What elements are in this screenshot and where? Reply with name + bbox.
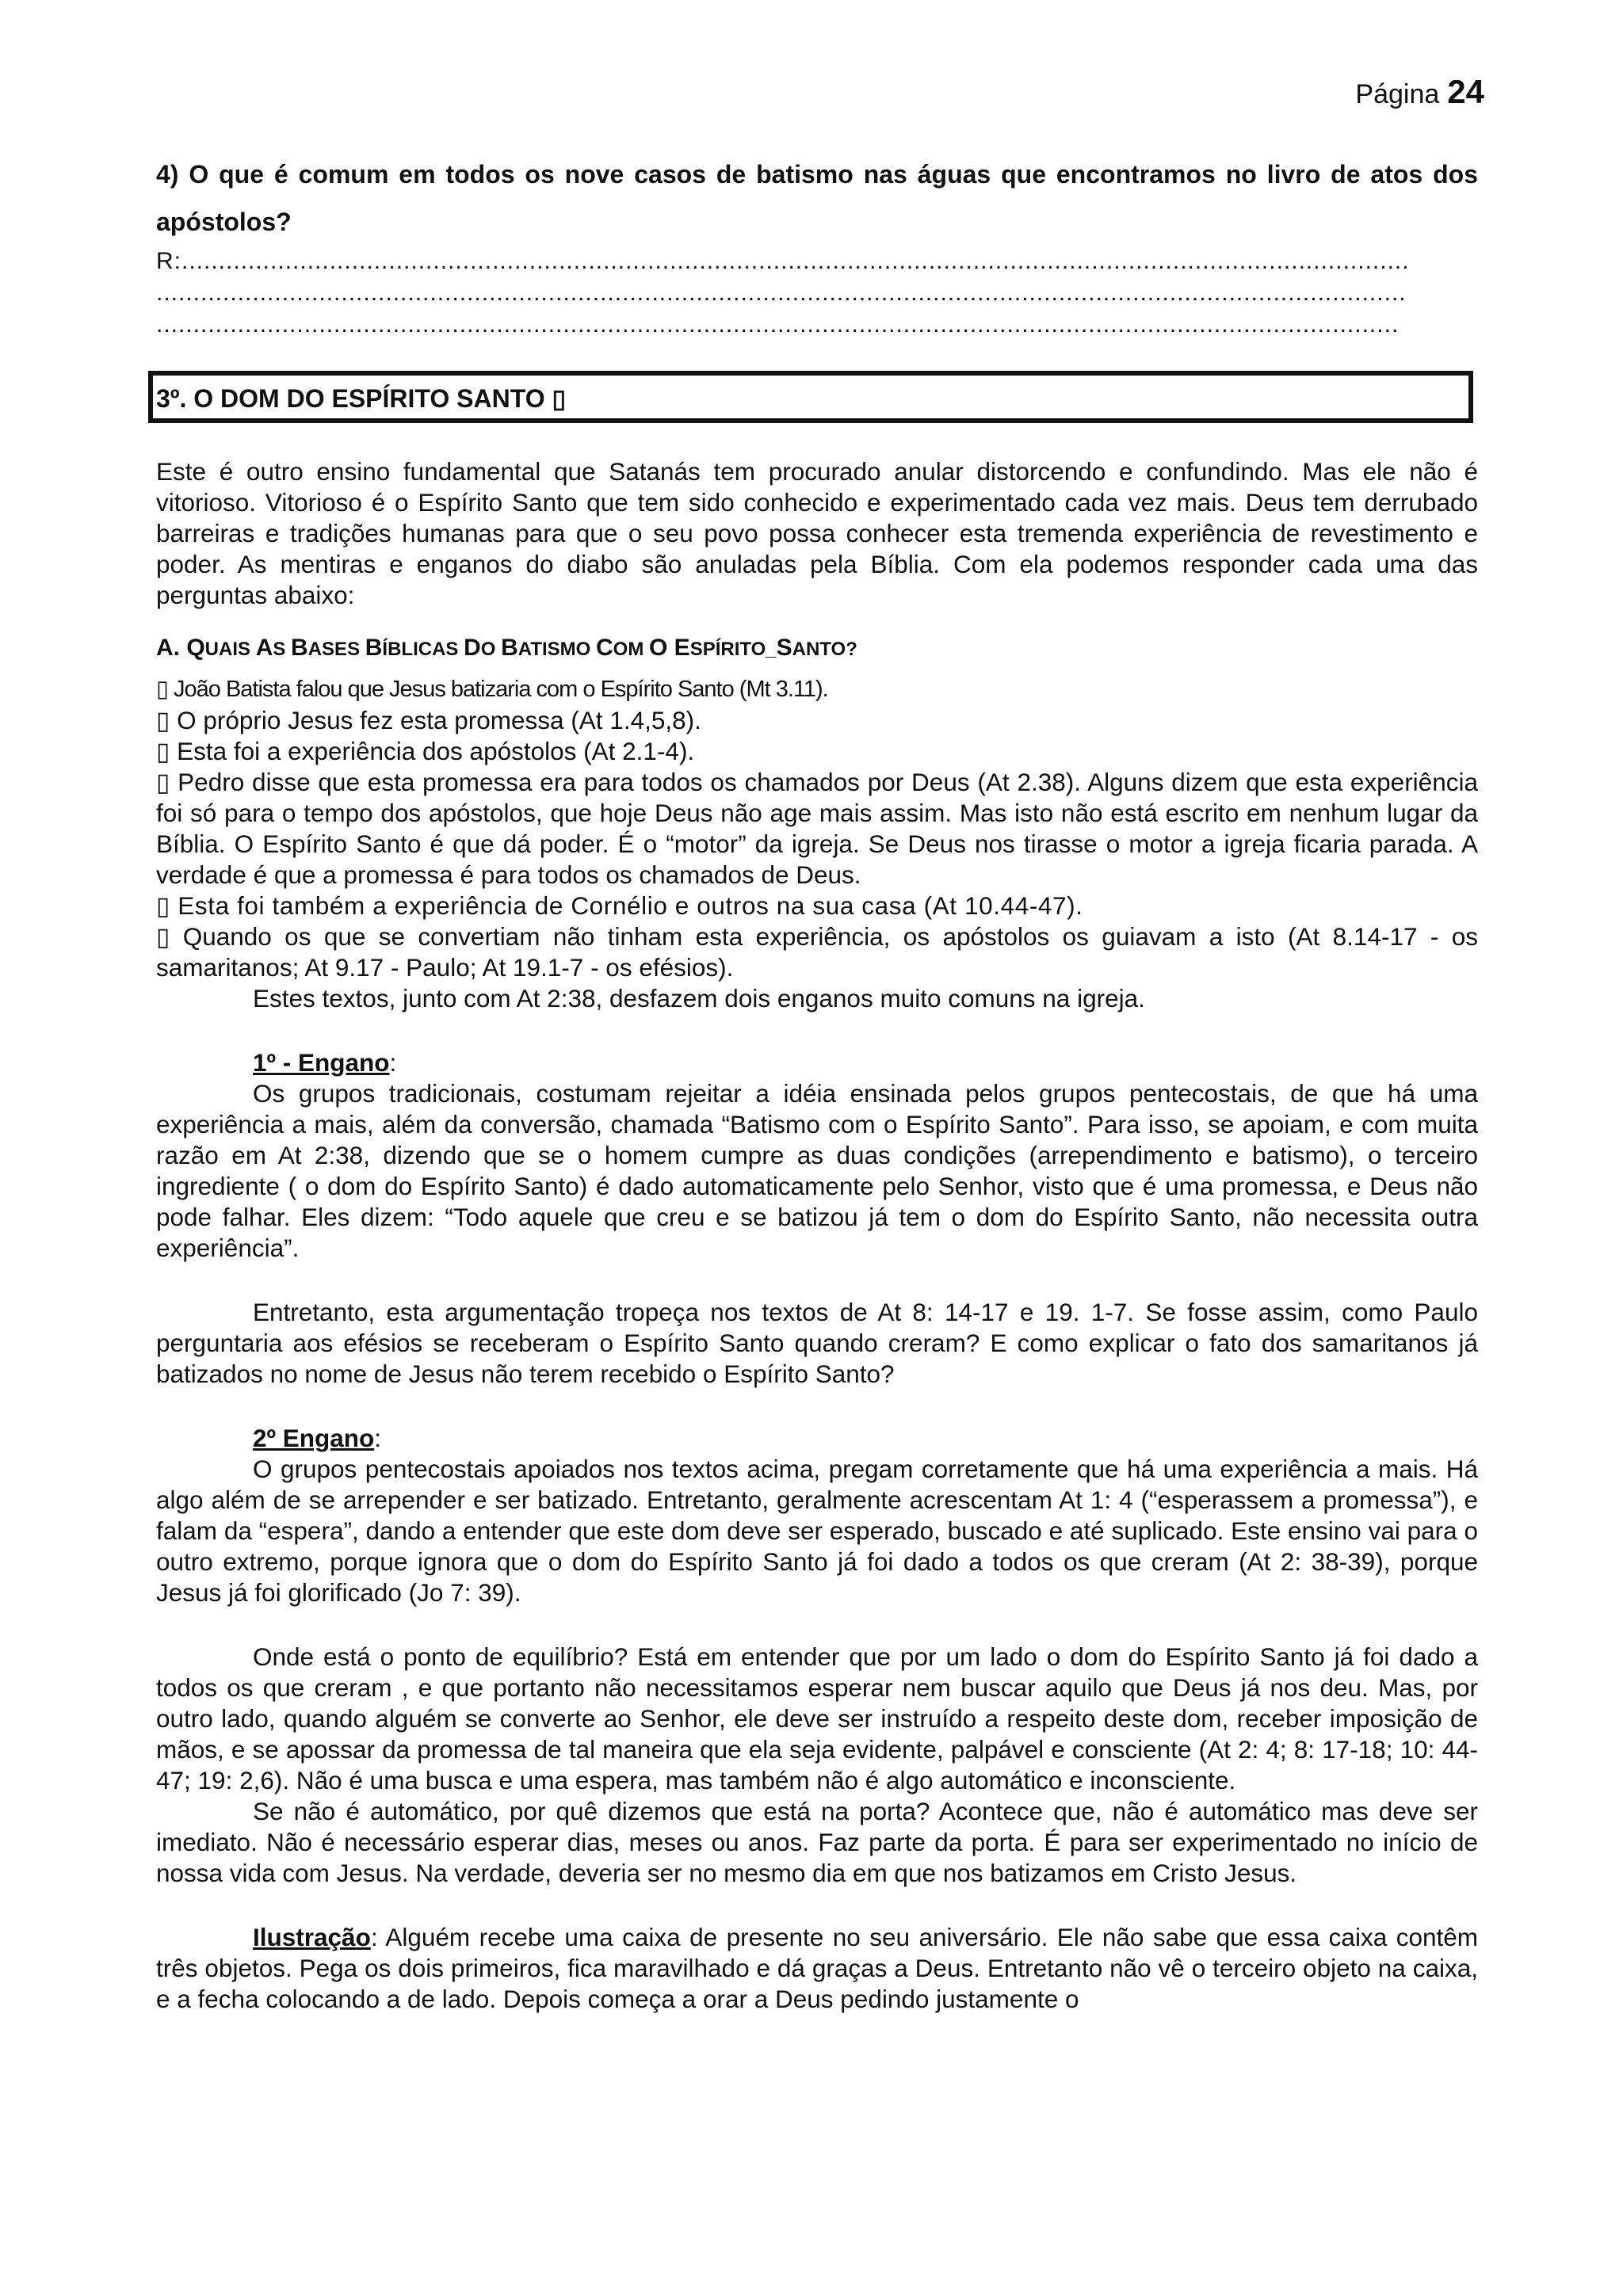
question-text: 4) O que é comum em todos os nove casos de batismo nas águas que encontramos no livro de atos dos apóstolos? xyxy=(156,160,1478,236)
texts-intro: Estes textos, junto com At 2:38, desfazem dois enganos muito comuns na igreja. xyxy=(253,984,1145,1013)
bullet-item: ▯ Esta foi também a experiência de Cornélio e outros na sua casa (At 10.44-47). xyxy=(156,891,1083,920)
answer-line-2: ......................................................................................................................................................................... xyxy=(156,280,1407,306)
page-number: 24 xyxy=(1447,73,1484,110)
answer-line-3: ........................................................................................................................................................................ xyxy=(156,311,1400,338)
section-title-box xyxy=(148,371,1473,423)
subheading-bases-biblicas: A. QUAIS AS BASES BÍBLICAS DO BATISMO COM O ESPÍRITO_SANTO? xyxy=(156,635,857,661)
engano-2-paragraph: O grupos pentecostais apoiados nos textos acima, pregam corretamente que há uma experiência a mais. Há algo além de se arrepender e ser batizado. Entretanto, geralmente acrescentam At 1: 4 (“esperassem a promessa”), e falam da “espera”, dando a entender que este dom deve ser esperado, buscado e até suplicado. Este ensino vai para o outro extremo, porque ignora que o dom do Espírito Santo já foi dado a todos os que creram (At 2: 38-39), porque Jesus já foi glorificado (Jo 7: 39). xyxy=(156,1455,1478,1607)
page-content: 4) O que é comum em todos os nove casos de batismo nas águas que encontramos no livro de atos dos apóstolos? R:...................................................................................................................................................................... ......................................................................................................................................................................... ........................................................................................................................................................................ 3º. O DOM DO ESPÍRITO SANTO ▯ Este é outro ensino fundamental que Satanás tem procurado anular distorcendo e confundindo. Mas ele não é vitorioso. Vitorioso é o Espírito Santo que tem sido conhecido e experimentado cada vez mais. Deus tem derrubado barreiras e tradições humanas para que o seu povo possa conhecer esta tremenda experiência de revestimento e poder. As mentiras e enganos do diabo são anuladas pela Bíblia. Com ela podemos responder cada uma das perguntas abaixo: A. QUAIS AS BASES BÍBLICAS DO BATISMO COM O ESPÍRITO_SANTO? ▯ João Batista falou que Jesus batizaria com o Espírito Santo (Mt 3.11). ▯ O próprio Jesus fez esta promessa (At 1.4,5,8). ▯ Esta foi a experiência dos apóstolos (At 2.1-4). ▯ Pedro disse que esta promessa era para todos os chamados por Deus (At 2.38). Alguns dizem que esta experiência foi só para o tempo dos apóstolos, que hoje Deus não age mais assim. Mas isto não está escrito em nenhum lugar da Bíblia. O Espírito Santo é que dá poder. É o “motor” da igreja. Se Deus nos tirasse o motor a igreja ficaria parada. A verdade é que a promessa é para todos os chamados de Deus. ▯ Esta foi também a experiência de Cornélio e outros na sua casa (At 10.44-47). ▯ Quando os que se convertiam não tinham esta experiência, os apóstolos os guiavam a isto (At 8.14-17 - os samaritanos; At 9.17 - Paulo; At 19.1-7 - os efésios). Estes textos, junto com At 2:38, desfazem dois enganos muito comuns na igreja. 1º - Engano: Os grupos tradicionais, costumam rejeitar a idéia ensinada pelos grupos pentecostais, de que há uma experiência a mais, além da conversão, chamada “Batismo com o Espírito Santo”. Para isso, se apoiam, e com muita razão em At 2:38, dizendo que se o homem cumpre as duas condições (arrependimento e batismo), o terceiro ingrediente ( o dom do Espírito Santo) é dado automaticamente pelo Senhor, visto que é uma promessa, e Deus não pode falhar. Eles dizem: “Todo aquele que creu e se batizou já tem o dom do Espírito Santo, não necessita outra experiência”. Entretanto, esta argumentação tropeça nos textos de At 8: 14-17 e 19. 1-7. Se fosse assim, como Paulo perguntaria aos efésios se receberam o Espírito Santo quando creram? E como explicar o fato dos samaritanos já batizados no nome de Jesus não terem recebido o Espírito Santo? 2º Engano: O grupos pentecostais apoiados nos textos acima, pregam corretamente que há uma experiência a mais. Há algo além de se arrepender e ser batizado. Entretanto, geralmente acrescentam At 1: 4 (“esperassem a promessa”), e falam da “espera”, dando a entender que este dom deve ser esperado, buscado e até suplicado. Este ensino vai para o outro extremo, porque ignora que o dom do Espírito Santo já foi dado a todos os que creram (At 2: 38-39), porque Jesus já foi glorificado (Jo 7: 39). Onde está o ponto de equilíbrio? Está em entender que por um lado o dom do Espírito Santo já foi dado a todos os que creram , e que portanto não necessitamos esperar nem buscar aquilo que Deus já nos deu. Mas, por outro lado, quando alguém se converte ao Senhor, ele deve ser instruído a respeito deste dom, receber imposição de mãos, e se apossar da promessa de tal maneira que ela seja evidente, palpável e consciente (At 2: 4; 8: 17-18; 10: 44-47; 19: 2,6). Não é uma busca e uma espera, mas também não é algo automático e inconsciente. Se não é automático, por quê dizemos que está na porta? Acontece que, não é automático mas deve ser imediato. Não é necessário esperar dias, meses ou anos. Faz parte da porta. É para ser experimentado no início de nossa vida com Jesus. Na verdade, deveria ser no mesmo dia em que nos batizamos em Cristo Jesus. Ilustração: Alguém recebe uma caixa de presente no seu aniversário. Ele não sabe que essa caixa contêm três objetos. Pega os dois primeiros, fica maravilhado e dá graças a Deus. Entretanto não vê o terceiro objeto na caixa, e a fecha colocando a de lado. Depois começa a orar a Deus pedindo justamente o xyxy=(156,151,1478,2015)
page-label: Página xyxy=(1355,79,1440,109)
equilibrio-paragraph: Onde está o ponto de equilíbrio? Está em entender que por um lado o dom do Espírito Santo já foi dado a todos os que creram , e que portanto não necessitamos esperar nem buscar aquilo que Deus já nos deu. Mas, por outro lado, quando alguém se converte ao Senhor, ele deve ser instruído a respeito deste dom, receber imposição de mãos, e se apossar da promessa de tal maneira que ela seja evidente, palpável e consciente (At 2: 4; 8: 17-18; 10: 44-47; 19: 2,6). Não é uma busca e uma espera, mas também não é algo automático e inconsciente. xyxy=(156,1642,1478,1794)
section-title: 3º. O DOM DO ESPÍRITO SANTO ▯ xyxy=(156,384,567,413)
bullet-item: ▯ João Batista falou que Jesus batizaria com o Espírito Santo (Mt 3.11). xyxy=(156,677,828,702)
answer-line-1: R:...................................................................................................................................................................... xyxy=(156,248,1410,274)
bullet-item: ▯ Esta foi a experiência dos apóstolos (At 2.1-4). xyxy=(156,737,695,765)
engano-1-paragraph-2: Entretanto, esta argumentação tropeça nos textos de At 8: 14-17 e 19. 1-7. Se fosse assim, como Paulo perguntaria aos efésios se receberam o Espírito Santo quando creram? E como explicar o fato dos samaritanos já batizados no nome de Jesus não terem recebido o Espírito Santo? xyxy=(156,1298,1478,1388)
ilustracao-paragraph xyxy=(156,1922,1478,2015)
automatico-paragraph: Se não é automático, por quê dizemos que está na porta? Acontece que, não é automático mas deve ser imediato. Não é necessário esperar dias, meses ou anos. Faz parte da porta. É para ser experimentado no início de nossa vida com Jesus. Na verdade, deveria ser no mesmo dia em que nos batizamos em Cristo Jesus. xyxy=(156,1797,1478,1887)
engano-1-label: 1º - Engano xyxy=(253,1048,390,1077)
bullet-item: ▯ Quando os que se convertiam não tinham esta experiência, os apóstolos os guiavam a isto (At 8.14-17 - os samaritanos; At 9.17 - Paulo; At 19.1-7 - os efésios). xyxy=(156,922,1478,982)
ilustracao-text: : Alguém recebe uma caixa de presente no seu aniversário. Ele não sabe que essa caixa contêm três objetos. Pega os dois primeiros, fica maravilhado e dá graças a Deus. Entretanto não vê o terceiro objeto na caixa, e a fecha colocando a de lado. Depois começa a orar a Deus pedindo justamente o xyxy=(156,1923,1478,2013)
bullet-item: ▯ O próprio Jesus fez esta promessa (At 1.4,5,8). xyxy=(156,706,701,734)
ilustracao-label: Ilustração xyxy=(253,1923,371,1951)
engano-1-paragraph-1: Os grupos tradicionais, costumam rejeitar a idéia ensinada pelos grupos pentecostais, de que há uma experiência a mais, além da conversão, chamada “Batismo com o Espírito Santo”. Para isso, se apoiam, e com muita razão em At 2:38, dizendo que se o homem cumpre as duas condições (arrependimento e batismo), o terceiro ingrediente ( o dom do Espírito Santo) é dado automaticamente pelo Senhor, visto que é uma promessa, e Deus não pode falhar. Eles dizem: “Todo aquele que creu e se batizou já tem o dom do Espírito Santo, não necessita outra experiência”. xyxy=(156,1079,1478,1262)
engano-2-label: 2º Engano xyxy=(253,1424,375,1452)
bullet-item: ▯ Pedro disse que esta promessa era para todos os chamados por Deus (At 2.38). Alguns dizem que esta experiência foi só para o tempo dos apóstolos, que hoje Deus não age mais assim. Mas isto não está escrito em nenhum lugar da Bíblia. O Espírito Santo é que dá poder. É o “motor” da igreja. Se Deus nos tirasse o motor a igreja ficaria parada. A verdade é que a promessa é para todos os chamados de Deus. xyxy=(156,768,1478,889)
answer-label: R: xyxy=(156,248,181,274)
page-header xyxy=(1355,73,1484,111)
intro-paragraph: Este é outro ensino fundamental que Satanás tem procurado anular distorcendo e confundindo. Mas ele não é vitorioso. Vitorioso é o Espírito Santo que tem sido conhecido e experimentado cada vez mais. Deus tem derrubado barreiras e tradições humanas para que o seu povo possa conhecer esta tremenda experiência de revestimento e poder. As mentiras e enganos do diabo são anuladas pela Bíblia. Com ela podemos responder cada uma das perguntas abaixo: xyxy=(156,457,1478,609)
